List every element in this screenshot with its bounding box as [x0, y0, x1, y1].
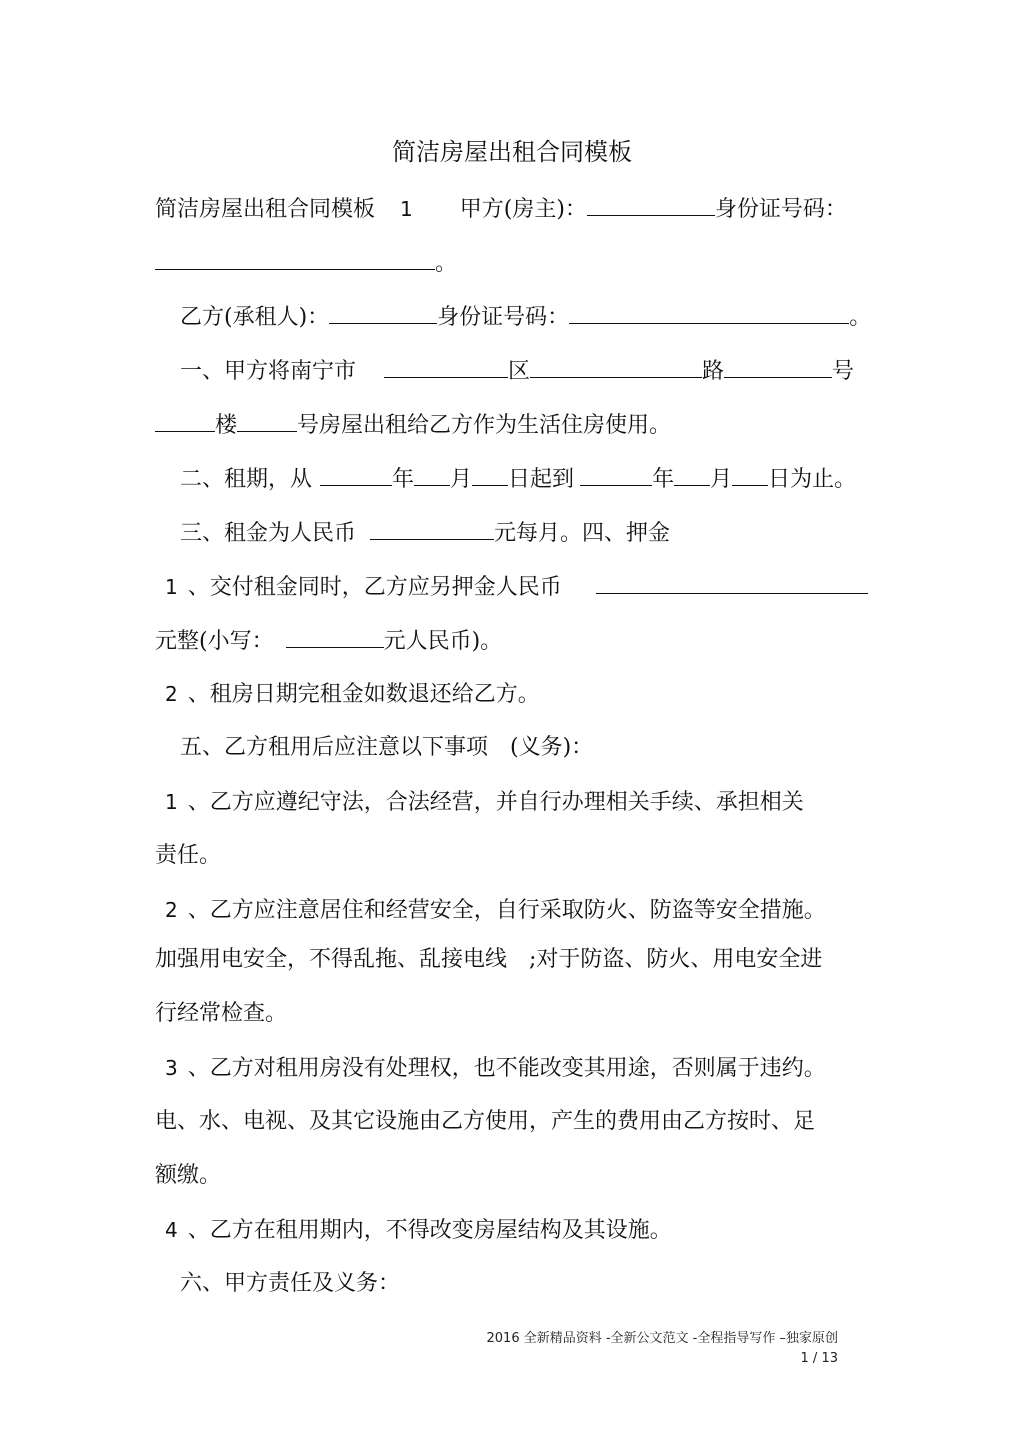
start-month-label: 月	[450, 467, 473, 492]
paragraph-line-8	[165, 571, 884, 603]
road-label: 路	[702, 359, 725, 384]
number-label: 号	[832, 359, 855, 384]
item-number: 1	[165, 575, 178, 599]
section-six-heading: 六、甲方责任及义务：	[180, 1271, 401, 1296]
item-number: 2	[165, 682, 178, 706]
start-year-label: 年	[392, 467, 415, 492]
obligation-4-text: 、乙方在租用期内，不得改变房屋结构及其设施。	[187, 1218, 672, 1243]
paragraph-line-7	[180, 517, 884, 549]
paragraph-line-17	[165, 1053, 884, 1084]
party-a-id-blank[interactable]	[155, 247, 435, 270]
start-day-label: 日起到	[508, 467, 575, 492]
building-blank[interactable]	[155, 409, 215, 432]
subtitle-number: 1	[400, 197, 413, 221]
road-blank[interactable]	[530, 355, 702, 378]
start-month-blank[interactable]	[414, 463, 450, 486]
rent-unit-deposit-heading: 元每月。四、押金	[494, 521, 671, 546]
party-b-name-blank[interactable]	[329, 301, 437, 324]
party-b-id-label: 身份证号码：	[437, 305, 570, 330]
end-day-blank[interactable]	[732, 463, 768, 486]
district-blank[interactable]	[384, 355, 508, 378]
item-number: 2	[165, 898, 178, 922]
deposit-amount-blank[interactable]	[596, 571, 868, 594]
paragraph-line-20	[165, 1215, 884, 1246]
paragraph-line-18	[155, 1107, 884, 1137]
building-label: 楼	[215, 413, 238, 438]
number-blank[interactable]	[724, 355, 832, 378]
obligation-2-cont-a: 加强用电安全，不得乱拖、乱接电线	[155, 947, 508, 972]
party-b-id-blank[interactable]	[569, 301, 849, 324]
paragraph-line-3	[180, 301, 884, 333]
end-day-label: 日为止。	[768, 467, 857, 492]
rent-blank[interactable]	[370, 517, 494, 540]
party-a-name-blank[interactable]	[587, 193, 715, 216]
start-year-blank[interactable]	[320, 463, 392, 486]
obligation-3-end: 额缴。	[155, 1163, 222, 1188]
paragraph-line-6	[180, 463, 884, 495]
party-a-id-label: 身份证号码：	[714, 197, 847, 222]
rent-label: 三、租金为人民币	[180, 521, 357, 546]
paragraph-line-13	[155, 841, 884, 871]
obligation-3-cont: 电、水、电视、及其它设施由乙方使用，产生的费用由乙方按时、足	[155, 1109, 816, 1134]
page-title: 简洁房屋出租合同模板	[392, 138, 632, 166]
paragraph-line-4	[180, 355, 884, 387]
subtitle-text: 简洁房屋出租合同模板	[155, 197, 376, 222]
obligation-2-end: 行经常检查。	[155, 1001, 288, 1026]
obligation-2-text: 、乙方应注意居住和经营安全，自行采取防火、防盗等安全措施。	[187, 898, 826, 923]
paragraph-line-16	[155, 999, 884, 1029]
obligation-1-text: 、乙方应遵纪守法，合法经营，并自行办理相关手续、承担相关	[187, 790, 804, 815]
line-end-mark: 。	[435, 251, 458, 276]
item-number: 4	[165, 1218, 178, 1242]
section-five-heading: 五、乙方租用后应注意以下事项	[180, 735, 489, 760]
clause-one-end: 号房屋出租给乙方作为生活住房使用。	[297, 413, 672, 438]
end-month-label: 月	[710, 467, 733, 492]
end-year-blank[interactable]	[580, 463, 652, 486]
end-year-label: 年	[652, 467, 675, 492]
section-five-obligation: (义务)：	[510, 735, 594, 760]
paragraph-line-1	[155, 193, 884, 225]
end-month-blank[interactable]	[674, 463, 710, 486]
room-blank[interactable]	[237, 409, 297, 432]
deposit-text: 、交付租金同时，乙方应另押金人民币	[187, 575, 562, 600]
paragraph-line-10	[165, 679, 884, 710]
party-b-label: 乙方(承租人)：	[180, 305, 330, 330]
party-a-label: 甲方(房主)：	[459, 197, 587, 222]
item-number: 1	[165, 790, 178, 814]
paragraph-line-2	[155, 247, 884, 279]
obligation-1-end: 责任。	[155, 843, 222, 868]
paragraph-line-14	[165, 895, 884, 926]
footer-tagline: 2016 全新精品资料 -全新公文范文 -全程指导写作 –独家原创	[486, 1331, 838, 1346]
paragraph-line-12	[165, 787, 884, 818]
start-day-blank[interactable]	[472, 463, 508, 486]
clause-one-text: 一、甲方将南宁市	[180, 359, 357, 384]
paragraph-line-19	[155, 1161, 884, 1191]
line-end-mark: 。	[849, 305, 872, 330]
deposit-small-unit: 元人民币)。	[383, 629, 503, 654]
obligation-3-text: 、乙方对租用房没有处理权，也不能改变其用途，否则属于违约。	[187, 1056, 826, 1081]
obligation-2-cont-b: ;对于防盗、防火、用电安全进	[529, 947, 823, 972]
paragraph-line-5	[155, 409, 884, 441]
paragraph-line-21	[180, 1269, 884, 1299]
deposit-small-blank[interactable]	[286, 625, 384, 648]
item-number: 3	[165, 1056, 178, 1080]
lease-term-label: 二、租期，从	[180, 467, 313, 492]
paragraph-line-11	[180, 733, 884, 763]
district-label: 区	[508, 359, 531, 384]
paragraph-line-9	[155, 625, 884, 657]
deposit-caps-label: 元整(小写：	[155, 629, 274, 654]
paragraph-line-15	[155, 945, 884, 975]
refund-text: 、租房日期完租金如数退还给乙方。	[187, 682, 540, 707]
page-number: 1 / 13	[800, 1351, 838, 1366]
